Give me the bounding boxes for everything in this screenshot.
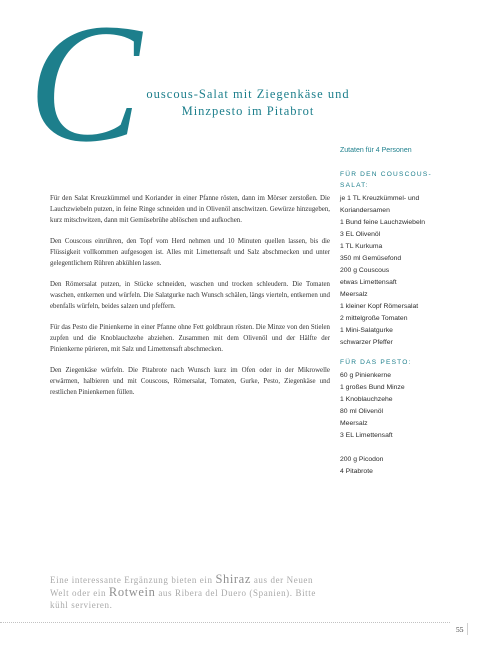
instruction-paragraph: Für das Pesto die Pinienkerne in einer Pfanne ohne Fett goldbraun rösten. Die Minze von den Stielen zupfen und die Knoblauchzehe abziehen. Zusammen mit dem Olivenöl und der Hälfte der Pinienkerne pürieren, mit Salz und Limettensaft abschmecken. xyxy=(50,324,330,353)
ingredient-item: 60 g Pinienkerne xyxy=(340,372,392,379)
ingredient-item: je 1 TL Kreuzkümmel- und xyxy=(340,195,420,202)
ingredient-item: 1 kleiner Kopf Römersalat xyxy=(340,303,419,310)
ingredient-item: 3 EL Olivenöl xyxy=(340,231,381,238)
footer-dotted-rule xyxy=(0,622,450,623)
page-number: 55 xyxy=(456,625,464,634)
recipe-title-line-2: Minzpesto im Pitabrot xyxy=(181,104,315,118)
ingredient-item: 3 EL Limettensaft xyxy=(340,432,393,439)
ingredients-sidebar xyxy=(340,147,465,478)
wine-note-text: Eine interessante Ergänzung bieten ein xyxy=(50,575,216,585)
ingredient-item: Meersalz xyxy=(340,420,368,427)
couscous-heading-line-1: FÜR DEN COUSCOUS- xyxy=(340,171,432,178)
ingredient-item: etwas Limettensaft xyxy=(340,279,397,286)
recipe-title xyxy=(128,86,368,120)
drop-cap: C xyxy=(28,0,142,177)
ingredient-item: 1 Mini-Salatgurke xyxy=(340,327,393,334)
ingredient-item: 80 ml Olivenöl xyxy=(340,408,384,415)
ingredient-item: 1 Bund feine Lauchzwiebeln xyxy=(340,219,426,226)
couscous-ingredient-list xyxy=(340,193,465,349)
instructions xyxy=(50,193,330,408)
recipe-title-line-1: ouscous-Salat mit Ziegenkäse und xyxy=(146,87,350,101)
ingredient-item: 200 g Couscous xyxy=(340,267,390,274)
ingredient-item: schwarzer Pfeffer xyxy=(340,339,393,346)
ingredient-item: 1 großes Bund Minze xyxy=(340,384,405,391)
ingredient-item: 1 Knoblauchzehe xyxy=(340,396,393,403)
instruction-paragraph: Den Couscous einrühren, den Topf vom Herd nehmen und 10 Minuten quellen lassen, bis die Flüssigkeit vollkommen aufgesogen ist. Alles mit Limettensaft und Salz abschmecken und unter gelegentlichem Rühren abkühlen lassen. xyxy=(50,238,330,267)
couscous-heading-line-2: SALAT: xyxy=(340,182,369,189)
extra-ingredient-list xyxy=(340,454,465,478)
page-edge-tick xyxy=(467,623,468,635)
instruction-paragraph: Für den Salat Kreuzkümmel und Koriander in einer Pfanne rösten, dann im Mörser zerstoßen. Die Lauchzwiebeln putzen, in feine Ringe schneiden und in Olivenöl anschwitzen. Gewürze hinzugeben, kurz mitschwitzen, dann mit Gemüsebrühe ablöschen und aufkochen. xyxy=(50,195,330,224)
wine-name-shiraz: Shiraz xyxy=(215,572,251,586)
couscous-heading xyxy=(340,169,465,191)
list-spacer xyxy=(340,442,465,454)
ingredient-item: Koriandersamen xyxy=(340,207,390,214)
pesto-ingredient-list xyxy=(340,370,465,442)
wine-note-text: aus der Neuen Welt oder ein xyxy=(50,575,314,598)
servings-label: Zutaten für 4 Personen xyxy=(340,147,412,154)
wine-note-text: aus Ribera del Duero (Spanien). Bitte kühl servieren. xyxy=(50,588,316,610)
ingredient-item: 200 g Picodon xyxy=(340,456,384,463)
ingredient-item: 2 mittelgroße Tomaten xyxy=(340,315,408,322)
wine-name-rotwein: Rotwein xyxy=(108,585,156,599)
wine-recommendation xyxy=(50,573,330,611)
ingredient-item: 4 Pitabrote xyxy=(340,468,373,475)
ingredient-item: 1 TL Kurkuma xyxy=(340,243,383,250)
ingredient-item: Meersalz xyxy=(340,291,368,298)
pesto-heading: FÜR DAS PESTO: xyxy=(340,359,412,366)
ingredient-item: 350 ml Gemüsefond xyxy=(340,255,402,262)
instruction-paragraph: Den Ziegenkäse würfeln. Die Pitabrote nach Wunsch kurz im Ofen oder in der Mikrowelle erwärmen, halbieren und mit Couscous, Römersalat, Tomaten, Gurke, Pesto, Ziegenkäse und restlichen Pinienkernen füllen. xyxy=(50,367,330,396)
instruction-paragraph: Den Römersalat putzen, in Stücke schneiden, waschen und trocken schleudern. Die Tomaten waschen, entkernen und würfeln. Die Salatgurke nach Wunsch schälen, längs vierteln, entkernen und ebenfalls würfeln, beides salzen und pfeffern. xyxy=(50,281,330,310)
